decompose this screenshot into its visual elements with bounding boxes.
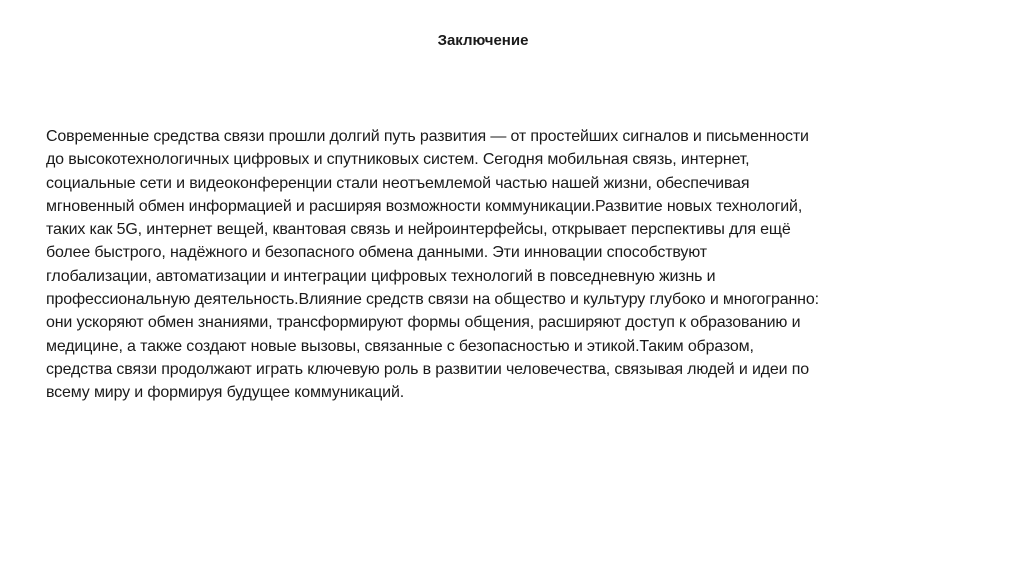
body-line: всему миру и формируя будущее коммуникаций. <box>46 384 405 402</box>
body-line: до высокотехнологичных цифровых и спутниковых систем. Сегодня мобильная связь, интернет, <box>46 151 750 169</box>
body-line: профессиональную деятельность.Влияние средств связи на общество и культуру глубоко и многогранно: <box>46 291 819 309</box>
body-line: Современные средства связи прошли долгий путь развития — от простейших сигналов и письменности <box>46 128 809 145</box>
body-line: социальные сети и видеоконференции стали неотъемлемой частью нашей жизни, обеспечивая <box>46 174 750 192</box>
body-line: они ускоряют обмен знаниями, трансформируют формы общения, расширяют доступ к образованию и <box>46 314 801 332</box>
body-line: более быстрого, надёжного и безопасного обмена данными. Эти инновации способствуют <box>46 244 707 262</box>
body-line: медицине, а также создают новые вызовы, связанные с безопасностью и этикой.Таким образом, <box>46 337 754 355</box>
body-line: таких как 5G, интернет вещей, квантовая связь и нейроинтерфейсы, открывает перспективы для ещё <box>46 221 791 239</box>
body-line: мгновенный обмен информацией и расширяя возможности коммуникации.Развитие новых технологий, <box>46 197 803 215</box>
slide-title: Заключение <box>437 32 529 49</box>
body-line: средства связи продолжают играть ключевую роль в развитии человечества, связывая людей и идеи по <box>46 360 810 378</box>
body-line: глобализации, автоматизации и интеграции цифровых технологий в повседневную жизнь и <box>46 267 716 285</box>
slide-body-text <box>46 125 921 405</box>
